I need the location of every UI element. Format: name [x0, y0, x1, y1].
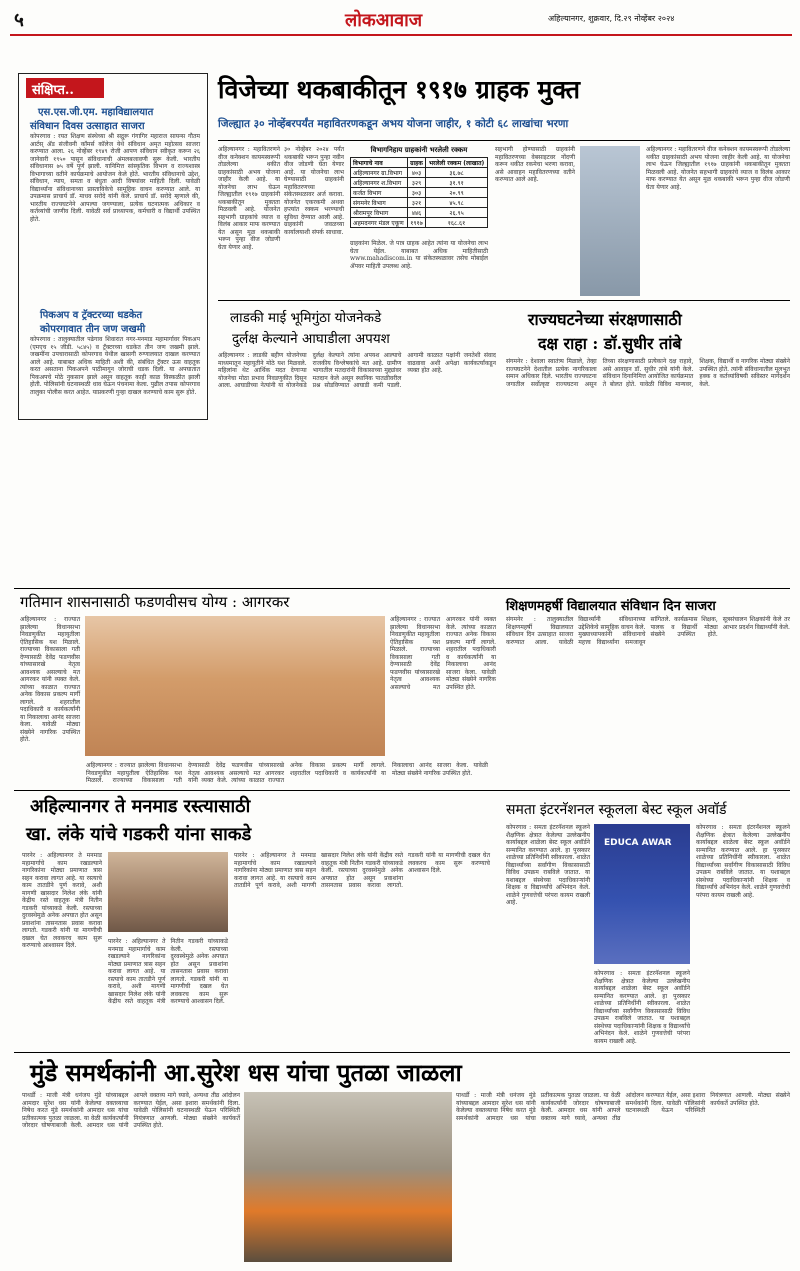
- agarkar-headline: गतिमान शासनासाठी फडणवीसच योग्य : आगरकर: [20, 593, 290, 611]
- samata-photo-sign: EDUCA AWAR: [604, 838, 672, 848]
- table-header-cell: ग्राहक: [407, 158, 425, 168]
- mid-rule-1: [14, 588, 790, 589]
- munde-headline: मुंडे समर्थकांनी आ.सुरेश धस यांचा पुतळा जाळला: [30, 1058, 462, 1087]
- table-cell: १९१७: [407, 218, 425, 228]
- munde-photo: [244, 1092, 452, 1262]
- table-row: [351, 178, 488, 188]
- table-cell: अहिल्यानगर ग्रा.विभाग: [351, 168, 408, 178]
- sidebar-story1-headline-1: एस.एस.जी.एम. महाविद्यालयात: [38, 107, 154, 118]
- page-number: ५: [14, 9, 24, 31]
- dateline: अहिल्यानगर, शुक्रवार, दि.२९ नोव्हेंबर २०२४: [548, 14, 675, 23]
- tambe-body: संगमनेर : देशाला स्वातंत्र्य मिळाले, तेव्हा राज्यघटनेने देशातील प्रत्येक नागरिकाला समान अधिकार दिले. भारतीय राज्यघटना जगातील सर्वोत्कृष्ट राज्यघटना असून तिच्या संरक्षणासाठी प्रत्येकाने दक्ष राहावे, असे आवाहन डॉ. सुधीर तांबे यांनी केले. संविधान दिनानिमित्त आयोजित कार्यक्रमात ते बोलत होते. यावेळी विविध मान्यवर, शिक्षक, विद्यार्थी व नागरिक मोठ्या संख्येने उपस्थित होते. त्यांनी संविधानातील मूलभूत हक्क व कर्तव्यांविषयी सविस्तर मार्गदर्शन केले.: [506, 358, 790, 388]
- sidebar-story1-body: कोपरगाव : रयत शिक्षण संस्थेच्या श्री सद्गुरू गंगागिर महाराज सायन्स गौतम आर्टस् ॲड संजीवनी कॉमर्स कॉलेज येथे संविधान अमृत महोत्सव साजरा करण्यात आला. २६ नोव्हेंबर १९४९ रोजी आपण संविधान स्वीकृत करून २६ जानेवारी १९५० पासून संविधानाची अंमलबजावणी सुरू केली. भारतीय संविधानास ७५ वर्षे पूर्ण झाली. यानिमित्त सांस्कृतिक विभाग व राज्यशास्त्र विभागाच्या वतीने कार्यक्रमाचे आयोजन केले होते. भारतीय संविधानाचे उद्देश, संविधान, न्याय, समता व बंधुता आदी विषयांवर माहिती दिली. यावेळी विद्यार्थ्यांना संविधानाच्या प्रास्ताविकेचे सामूहिक वाचन करण्यात आले. या उपक्रमास प्राचार्य डॉ. माधव सरोदे यांनी केले. प्राचार्य डॉ. सरोदे म्हणाले की, भारतीय राज्यघटनेने आपल्या जगण्याला, प्रत्येक घटनात्मक अधिकार व कर्तव्यांची जाणीव दिली. यावेळी सर्व प्राध्यापक, कर्मचारी व विद्यार्थी उपस्थित होते.: [30, 133, 200, 223]
- agarkar-body-2: अहिल्यानगर : राज्यात झालेल्या विधानसभा निवडणुकीत महायुतीला ऐतिहासिक यश मिळाले. राज्याच्या विकासाला गती देण्यासाठी देवेंद्र फडणवीस यांच्यासारखे नेतृत्व आवश्यक असल्याचे मत आगरकर यांनी व्यक्त केले. त्यांच्या काळात राज्यात अनेक विकास प्रकल्प मार्गी लागले. शहरातील पदाधिकारी व कार्यकर्त्यांनी या निकालाचा आनंद साजरा केला. यावेळी मोठ्या संख्येने नागरिक उपस्थित होते.: [86, 762, 488, 784]
- agarkar-photo: [85, 616, 385, 756]
- table-cell: ३२१: [407, 198, 425, 208]
- table-cell: २०.९९: [426, 188, 488, 198]
- table-cell: संगमनेर विभाग: [351, 198, 408, 208]
- lead-bottom-rule: [218, 300, 790, 301]
- gadkari-headline-1: अहिल्यानगर ते मनमाड रस्त्यासाठी: [30, 796, 251, 817]
- table-cell: ३१.९१: [426, 178, 488, 188]
- lead-headline: विजेच्या थकबाकीतून १९१७ ग्राहक मुक्त: [218, 75, 580, 104]
- table-cell: ३२९: [407, 178, 425, 188]
- gadkari-photo: [108, 852, 228, 932]
- table-row: [351, 188, 488, 198]
- table-row: [351, 168, 488, 178]
- ladki-body: अहिल्यानगर : लाडकी बहीण योजनेच्या माध्यमातून महायुतीने मोठे यश मिळवले. महिलांना थेट आर्थिक मदत देणाऱ्या योजनेचा मोठा प्रभाव निवडणुकीत दिसून आला. आघाडीच्या नेत्यांनी या योजनेकडे दुर्लक्ष केल्याने त्यांना अपयश आल्याचे राजकीय विश्लेषकांचे मत आहे. ग्रामीण भागातील मतदारांनी विकासाच्या मुद्द्यांवर मतदान केले असून स्थानिक पातळीवरील प्रश्न सोडविण्यात आघाडी कमी पडली. आगामी काळात पक्षांनी जनतेशी संवाद वाढवावा अशी अपेक्षा कार्यकर्त्यांकडून व्यक्त होत आहे.: [218, 352, 496, 389]
- shikshan-body: संगमनेर : तालुक्यातील शिक्षणमहर्षी विद्यालयात संविधान दिन उत्साहात साजरा करण्यात आला. यावेळी विद्यार्थ्यांनी संविधानाच्या उद्देशिकेचे सामूहिक वाचन केले. मुख्याध्यापकांनी संविधानाचे महत्त्व विद्यार्थ्यांना समजावून सांगितले. कार्यक्रमास शिक्षक, पालक व विद्यार्थी मोठ्या संख्येने उपस्थित होते. सूत्रसंचालन शिक्षकांनी केले तर आभार प्रदर्शन विद्यार्थ्यांनी केले.: [506, 616, 790, 646]
- mid-rule-3: [14, 1052, 790, 1053]
- table-cell: ३६.७८: [426, 168, 488, 178]
- munde-body: पाथर्डी : माजी मंत्री धनंजय मुंडे यांच्याबद्दल आमदार सुरेश धस यांनी केलेल्या वक्तव्याचा निषेध करत मुंडे समर्थकांनी आमदार धस यांचा प्रतीकात्मक पुतळा जाळला. या वेळी कार्यकर्त्यांनी जोरदार घोषणाबाजी केली. आमदार धस यांनी आपले वक्तव्य मागे घ्यावे, अन्यथा तीव्र आंदोलन करण्यात येईल, असा इशारा समर्थकांनी दिला. यावेळी पोलिसांनी घटनास्थळी येऊन परिस्थिती नियंत्रणात आणली. मोठ्या संख्येने कार्यकर्ते उपस्थित होते.: [22, 1092, 240, 1129]
- table-cell: श्रीरामपूर विभाग: [351, 208, 408, 218]
- table-cell: २६.९५: [426, 208, 488, 218]
- table-cell: अहिल्यानगर श.विभाग: [351, 178, 408, 188]
- samata-body-3: कोपरगाव : समता इंटरनॅशनल स्कूलने शैक्षणिक क्षेत्रात केलेल्या उल्लेखनीय कार्याबद्दल शाळेला बेस्ट स्कूल अवॉर्डने सन्मानित करण्यात आले. हा पुरस्कार शाळेच्या प्रतिनिधींनी स्वीकारला. शाळेत विद्यार्थ्यांच्या सर्वांगीण विकासासाठी विविध उपक्रम राबविले जातात. या यशाबद्दल संस्थेच्या पदाधिकाऱ्यांनी शिक्षक व विद्यार्थ्यांचे अभिनंदन केले. शाळेने गुणवत्तेची परंपरा कायम राखली आहे.: [696, 824, 790, 899]
- samata-body-2: कोपरगाव : समता इंटरनॅशनल स्कूलने शैक्षणिक क्षेत्रात केलेल्या उल्लेखनीय कार्याबद्दल शाळेला बेस्ट स्कूल अवॉर्डने सन्मानित करण्यात आले. हा पुरस्कार शाळेच्या प्रतिनिधींनी स्वीकारला. शाळेत विद्यार्थ्यांच्या सर्वांगीण विकासासाठी विविध उपक्रम राबविले जातात. या यशाबद्दल संस्थेच्या पदाधिकाऱ्यांनी शिक्षक व विद्यार्थ्यांचे अभिनंदन केले. शाळेने गुणवत्तेची परंपरा कायम राखली आहे.: [594, 970, 690, 1045]
- munde-body-2: पाथर्डी : माजी मंत्री धनंजय मुंडे यांच्याबद्दल आमदार सुरेश धस यांनी केलेल्या वक्तव्याचा निषेध करत मुंडे समर्थकांनी आमदार धस यांचा प्रतीकात्मक पुतळा जाळला. या वेळी कार्यकर्त्यांनी जोरदार घोषणाबाजी केली. आमदार धस यांनी आपले वक्तव्य मागे घ्यावे, अन्यथा तीव्र आंदोलन करण्यात येईल, असा इशारा समर्थकांनी दिला. यावेळी पोलिसांनी घटनास्थळी येऊन परिस्थिती नियंत्रणात आणली. मोठ्या संख्येने कार्यकर्ते उपस्थित होते.: [456, 1092, 790, 1122]
- division-table: [350, 146, 488, 228]
- lead-rule: [218, 140, 790, 141]
- mid-rule-2: [14, 790, 790, 791]
- lead-subheadline: जिल्ह्यात ३० नोव्हेंबरपर्यंत महावितरणकडून अभय योजना जाहीर, १ कोटी ६८ लाखांचा भरणा: [218, 118, 569, 130]
- sidebar-story2-body: कोपरगाव : तालुक्यातील पढेगाव शिवारात नगर-मनमाड महामार्गावर पिकअप (एमएच १५ जीडी. ५८४५) व ट्रॅक्टरच्या धडकेत तीन जण जखमी झाले. जखमींना उपचारासाठी कोपरगाव येथील खासगी रुग्णालयात दाखल करण्यात आले आहे. याबाबत अधिक माहिती अशी की, संबंधित ट्रॅक्टर ऊस वाहतूक करत असताना पिकअपने पाठीमागून जोराची धडक दिली. या अपघातात पिकअपचे मोठे नुकसान झाले असून वाहतूक काही काळ विस्कळीत झाली होती. पोलिसांनी घटनास्थळी धाव घेऊन पंचनामा केला. पुढील तपास कोपरगाव तालुका पोलीस करत आहेत. याप्रकरणी गुन्हा दाखल करण्याचे काम सुरू होते.: [30, 336, 200, 396]
- table-header-row: [351, 158, 488, 168]
- division-table-title: विभागनिहाय ग्राहकांनी भरलेली रक्कम: [370, 146, 468, 154]
- table-cell: ३०३: [407, 188, 425, 198]
- tambe-headline-2: दक्ष राहा : डॉ.सुधीर तांबे: [538, 334, 682, 353]
- sidebar-story2-headline-2: कोपरगावात तीन जण जखमी: [40, 324, 146, 335]
- samata-photo: [594, 824, 690, 964]
- lead-col6: अहिल्यानगर : महावितरणने वीज कनेक्शन कायमस्वरूपी तोडलेल्या थकीत ग्राहकांसाठी अभय योजना जाहीर केली आहे. या योजनेचा लाभ घेऊन जिल्ह्यातील १९१७ ग्राहकांनी थकबाकीतून मुक्तता मिळवली आहे. योजनेत सहभागी ग्राहकांचे व्याज व विलंब आकार माफ करण्यात येत असून मूळ थकबाकी भरून पुन्हा वीज जोडणी घेता येणार आहे.: [646, 146, 790, 191]
- lead-col5: सहभागी होण्यासाठी ग्राहकांनी महावितरणच्या वेबसाइटवर नोंदणी करून थकीत रकमेचा भरणा करावा, असे आवाहन महावितरणच्या वतीने करण्यात आले आहे.: [495, 146, 575, 183]
- lead-col4: ग्राहकांना मिळेल. जे पात्र ग्राहक आहेत त्यांना या योजनेचा लाभ घेता येईल. याबाबत अधिक माहितीसाठी www.mahadiscom.in या संकेतस्थळावर तसेच मोबाईल ॲपवर माहिती उपलब्ध आहे.: [350, 240, 488, 270]
- lead-photo: [580, 146, 640, 296]
- masthead: लोकआवाज: [345, 10, 423, 31]
- sidebar-title: संक्षिप्त..: [32, 83, 74, 98]
- lead-col2: ३० नोव्हेंबर २०२४ पर्यंत थकबाकी भरून पुन्हा नवीन वीज जोडणी घेता येणार आहे. या योजनेचा लाभ घेण्यासाठी ग्राहकांनी महावितरणच्या संकेतस्थळावर अर्ज करावा. योजनेत एकरकमी अथवा हप्त्यांत रक्कम भरण्याची सुविधा देण्यात आली आहे. ग्राहकांनी जवळच्या कार्यालयाशी संपर्क साधावा.: [284, 146, 344, 236]
- header-rule: [10, 34, 792, 36]
- table-cell: अहमदनगर मंडल एकूण: [351, 218, 408, 228]
- gadkari-body-3: पारनेर : अहिल्यानगर ते मनमाड महामार्गाचे काम रखडल्याने नागरिकांना मोठ्या प्रमाणात त्रास सहन करावा लागत आहे. या रस्त्याचे काम तातडीने पूर्ण करावे, अशी मागणी खासदार निलेश लंके यांनी केंद्रीय रस्ते वाहतूक मंत्री नितीन गडकरी यांच्याकडे केली. रस्त्याच्या दुरवस्थेमुळे अनेक अपघात होत असून प्रवाशांना तासनतास प्रवास करावा लागतो. गडकरी यांनी या मागणीची दखल घेत लवकरच काम सुरू करण्याचे आश्वासन दिले.: [234, 852, 490, 889]
- agarkar-body: अहिल्यानगर : राज्यात झालेल्या विधानसभा निवडणुकीत महायुतीला ऐतिहासिक यश मिळाले. राज्याच्या विकासाला गती देण्यासाठी देवेंद्र फडणवीस यांच्यासारखे नेतृत्व आवश्यक असल्याचे मत आगरकर यांनी व्यक्त केले. त्यांच्या काळात राज्यात अनेक विकास प्रकल्प मार्गी लागले. शहरातील पदाधिकारी व कार्यकर्त्यांनी या निकालाचा आनंद साजरा केला. यावेळी मोठ्या संख्येने नागरिक उपस्थित होते.: [20, 616, 80, 743]
- table-cell: ४४६: [407, 208, 425, 218]
- table-row: [351, 208, 488, 218]
- sidebar-story2-headline-1: पिकअप व ट्रॅक्टरच्या धडकेत: [40, 310, 143, 321]
- table-cell: कर्जत विभाग: [351, 188, 408, 198]
- table-row: [351, 198, 488, 208]
- gadkari-headline-2: खा. लंके यांचे गडकरी यांना साकडे: [26, 824, 252, 845]
- ladki-headline-2: दुर्लक्ष केल्याने आघाडीला अपयश: [232, 331, 390, 347]
- sidebar-story1-headline-2: संविधान दिवस उत्साहात साजरा: [30, 121, 145, 132]
- table-cell: १६८.६१: [426, 218, 488, 228]
- samata-body: कोपरगाव : समता इंटरनॅशनल स्कूलने शैक्षणिक क्षेत्रात केलेल्या उल्लेखनीय कार्याबद्दल शाळेला बेस्ट स्कूल अवॉर्डने सन्मानित करण्यात आले. हा पुरस्कार शाळेच्या प्रतिनिधींनी स्वीकारला. शाळेत विद्यार्थ्यांच्या सर्वांगीण विकासासाठी विविध उपक्रम राबविले जातात. या यशाबद्दल संस्थेच्या पदाधिकाऱ्यांनी शिक्षक व विद्यार्थ्यांचे अभिनंदन केले. शाळेने गुणवत्तेची परंपरा कायम राखली आहे.: [506, 824, 590, 906]
- samata-headline: समता इंटरनॅशनल स्कूलला बेस्ट स्कूल अवॉर्ड: [506, 802, 727, 818]
- lead-col1: अहिल्यानगर : महावितरणने वीज कनेक्शन कायमस्वरूपी तोडलेल्या थकीत ग्राहकांसाठी अभय योजना जाहीर केली आहे. या योजनेचा लाभ घेऊन जिल्ह्यातील १९१७ ग्राहकांनी थकबाकीतून मुक्तता मिळवली आहे. योजनेत सहभागी ग्राहकांचे व्याज व विलंब आकार माफ करण्यात येत असून मूळ थकबाकी भरून पुन्हा वीज जोडणी घेता येणार आहे.: [218, 146, 280, 251]
- tambe-headline-1: राज्यघटनेच्या संरक्षणासाठी: [528, 310, 682, 329]
- gadkari-body-2: पारनेर : अहिल्यानगर ते मनमाड महामार्गाचे काम रखडल्याने नागरिकांना मोठ्या प्रमाणात त्रास सहन करावा लागत आहे. या रस्त्याचे काम तातडीने पूर्ण करावे, अशी मागणी खासदार निलेश लंके यांनी केंद्रीय रस्ते वाहतूक मंत्री नितीन गडकरी यांच्याकडे केली. रस्त्याच्या दुरवस्थेमुळे अनेक अपघात होत असून प्रवाशांना तासनतास प्रवास करावा लागतो. गडकरी यांनी या मागणीची दखल घेत लवकरच काम सुरू करण्याचे आश्वासन दिले.: [108, 938, 228, 1005]
- gadkari-body: पारनेर : अहिल्यानगर ते मनमाड महामार्गाचे काम रखडल्याने नागरिकांना मोठ्या प्रमाणात त्रास सहन करावा लागत आहे. या रस्त्याचे काम तातडीने पूर्ण करावे, अशी मागणी खासदार निलेश लंके यांनी केंद्रीय रस्ते वाहतूक मंत्री नितीन गडकरी यांच्याकडे केली. रस्त्याच्या दुरवस्थेमुळे अनेक अपघात होत असून प्रवाशांना तासनतास प्रवास करावा लागतो. गडकरी यांनी या मागणीची दखल घेत लवकरच काम सुरू करण्याचे आश्वासन दिले.: [22, 852, 102, 949]
- table-header-cell: विभागाचे नाव: [351, 158, 408, 168]
- table-row: [351, 218, 488, 228]
- table-cell: ४०३: [407, 168, 425, 178]
- shikshan-headline: शिक्षणमहर्षी विद्यालयात संविधान दिन साजरा: [506, 599, 716, 614]
- ladki-headline-1: लाडकी माई भूमिगुंठा योजनेकडे: [230, 310, 382, 326]
- division-table-grid: [350, 157, 488, 228]
- table-cell: ४५.९८: [426, 198, 488, 208]
- table-header-cell: भरलेली रक्कम (लाखात): [426, 158, 488, 168]
- agarkar-body-3: अहिल्यानगर : राज्यात झालेल्या विधानसभा निवडणुकीत महायुतीला ऐतिहासिक यश मिळाले. राज्याच्या विकासाला गती देण्यासाठी देवेंद्र फडणवीस यांच्यासारखे नेतृत्व आवश्यक असल्याचे मत आगरकर यांनी व्यक्त केले. त्यांच्या काळात राज्यात अनेक विकास प्रकल्प मार्गी लागले. शहरातील पदाधिकारी व कार्यकर्त्यांनी या निकालाचा आनंद साजरा केला. यावेळी मोठ्या संख्येने नागरिक उपस्थित होते.: [390, 616, 496, 691]
